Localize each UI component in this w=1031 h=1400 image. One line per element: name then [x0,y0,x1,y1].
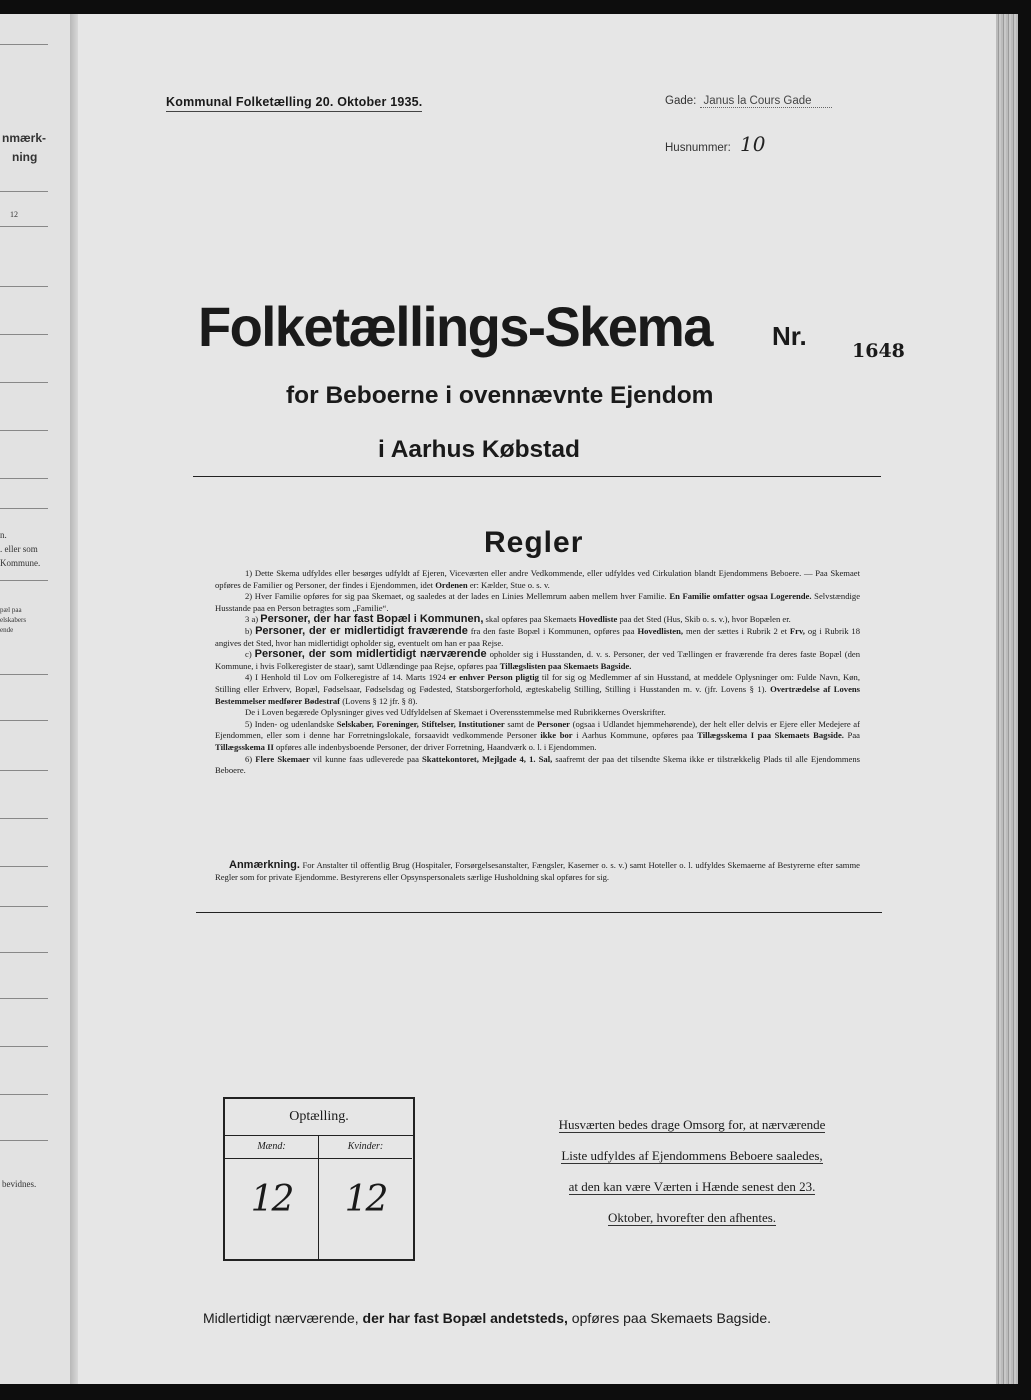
note-label: Anmærkning. [229,859,300,871]
ruled-line [0,286,48,287]
notice-line: Oktober, hvorefter den afhentes. [607,1210,777,1225]
notice-line: at den kan være Værten i Hænde senest den 23. [568,1179,816,1194]
street-value: Janus la Cours Gade [700,95,832,108]
form-subtitle: for Beboerne i ovennævnte Ejendom [286,382,714,409]
left-page-fragment: ende [0,626,14,634]
ruled-line [0,952,48,953]
left-page-fragment: elskabers [0,616,27,624]
ruled-line [0,1046,48,1047]
ruled-line [0,866,48,867]
rules-text [215,568,860,777]
rule-3c: c) Personer, der som midlertidigt nærværende opholder sig i Husstanden, d. v. s. Personer, der ved Tællingen er fraværende fra deres faste Bopæl (den Kommune, i hvis Folkeregister de staar), samt Udlændinge paa Rejse, opføres paa Tillægslisten paa Skemaets Bagside. [215,648,861,671]
notice-line: Husværten bedes drage Omsorg for, at nærværende [558,1117,826,1132]
ruled-line [0,720,48,721]
ruled-line [0,674,48,675]
ruled-line [0,1140,48,1141]
left-page-fragment: nmærk- [2,131,47,145]
women-count: 12 [344,1179,387,1220]
left-page-fragment: pæl paa [0,606,22,614]
left-page-fragment: ning [12,150,38,164]
form-location: i Aarhus Købstad [378,436,580,463]
rule-1: 1) Dette Skema udfyldes eller besørges udfyldt af Ejeren, Viceværten eller andre Vedkommende, eller udfyldes ved Cirkulation blandt Ejendommens Beboere. — Paa Skemaet opføres de Familier og Personer, der findes i Ejendommen, idet Ordenen er: Kælder, Stue o. s. v. [215,568,860,590]
ruled-line [0,191,48,192]
ruled-line [0,1094,48,1095]
women-column [319,1136,412,1259]
rule-3b: b) Personer, der er midlertidigt fraværende fra den faste Bopæl i Kommunen, opføres paa Hovedlisten, men der sættes i Rubrik 2 et Frv, og i Rubrik 18 angives det Sted, hvor han midlertidigt opholder sig, eventuelt om han er paa Rejse. [215,624,861,648]
footer-instruction: Midlertidigt nærværende, der har fast Bopæl andetsteds, opføres paa Skemaets Bagside. [203,1310,772,1326]
street-row [665,95,832,108]
ruled-line [0,508,48,509]
left-page-fragment: n. [0,530,7,540]
ruled-line [0,226,48,227]
divider-line [196,912,882,913]
left-facing-page [0,14,70,1384]
ruled-line [0,430,48,431]
rule-5: 5) Inden- og udenlandske Selskaber, Foreninger, Stiftelser, Institutioner samt de Personer (ogsaa i Udlandet hjemmehørende), der helt eller delvis er Ejere eller Medejere af Ejendommen, eller som i denne har Forretningslokale, forsaavidt vedkommende Personer ikke bor i Aarhus Kommune, opføres paa Tillægsskema I paa Skemaets Bagside. Paa Tillægsskema II opføres alle indenbysboende Personer, der driver Forretning, Haandværk o. l. i Ejendommen. [215,718,860,752]
ruled-line [0,906,48,907]
book-gutter [70,14,78,1384]
form-number-value: 1648 [852,340,905,362]
form-title: Folketællings-Skema [198,295,712,358]
ruled-line [0,580,48,581]
divider-line [193,476,881,477]
men-count: 12 [250,1179,293,1220]
note-text: For Anstalter til offentlig Brug (Hospitaler, Forsørgelsesanstalter, Fængsler, Kaserner o. s. v.) samt Hoteller o. l. udfyldes Skemaerne af Bestyrerne efter samme Regler som for private Ejendomme. Bestyrerens eller Opsynspersonalets særlige Husholdning skal opføres for sig. [215,860,860,882]
form-number-label: Nr. [772,321,807,351]
ruled-line [0,478,48,479]
street-label: Gade: [665,95,697,107]
left-page-fragment: . eller som [0,544,38,554]
count-box-title: Optælling. [225,1099,413,1136]
ruled-line [0,44,48,45]
count-box [223,1097,415,1261]
ruled-line [0,382,48,383]
house-number-label: Husnummer: [665,142,731,154]
rule-4-continued: De i Loven begærede Oplysninger gives ved Udfyldelsen af Skemaet i Overensstemmelse med Rubrikkernes Overskrifter. [245,707,666,718]
ruled-line [0,770,48,771]
women-label: Kvinder: [319,1136,412,1159]
landlord-notice [526,1116,858,1240]
ruled-line [0,818,48,819]
men-label: Mænd: [225,1136,318,1159]
rule-2: 2) Hver Familie opføres for sig paa Skemaet, og saaledes at der lades en Linies Mellemrum aaben mellem hver Familie. En Familie omfatter ogsaa Logerende. Selvstændige Husstande paa en Person betragtes som „Familie“. [215,591,861,613]
rule-6: 6) Flere Skemaer vil kunne faas udleverede paa Skattekontoret, Mejlgade 4, 1. Sal, saafremt der paa det tilsendte Skema ikke er tilstrækkelig Plads til alle Ejendommens Beboere. [215,753,861,776]
house-number-row [665,132,765,156]
left-page-fragment: bevidnes. [2,1179,37,1189]
ruled-line [0,334,48,335]
ruled-line [0,998,48,999]
house-number-value: 10 [740,132,766,156]
men-column [225,1136,319,1259]
rule-4: 4) I Henhold til Lov om Folkeregistre af 14. Marts 1924 er enhver Person pligtig til for sig og Medlemmer af sin Husstand, at meddele Oplysninger om: Fulde Navn, Køn, Stilling eller Erhverv, Bopæl, Fødselsaar, Fødselsdag og Fødested, Statsborgerforhold, ægteskabelig Stilling, Stilling i Husstanden m. v. (jfr. Lovens § 1). Overtrædelse af Lovens Bestemmelser medfører Bødestraf (Lovens § 12 jfr. § 8). [215,672,861,706]
census-form-page [78,14,996,1384]
note-paragraph [215,860,860,883]
left-page-fragment: Kommune. [0,558,41,568]
left-page-fragment: 12 [10,210,18,219]
rule-3a: 3 a) Personer, der har fast Bopæl i Kommunen, skal opføres paa Skemaets Hovedliste paa det Sted (Hus, Skib o. s. v.), hvor Bopælen er. [245,613,791,626]
census-title: Kommunal Folketælling 20. Oktober 1935. [166,95,422,112]
page-stack-edge [996,14,1018,1384]
notice-line: Liste udfyldes af Ejendommens Beboere saaledes, [561,1148,823,1163]
rules-heading: Regler [484,526,584,559]
